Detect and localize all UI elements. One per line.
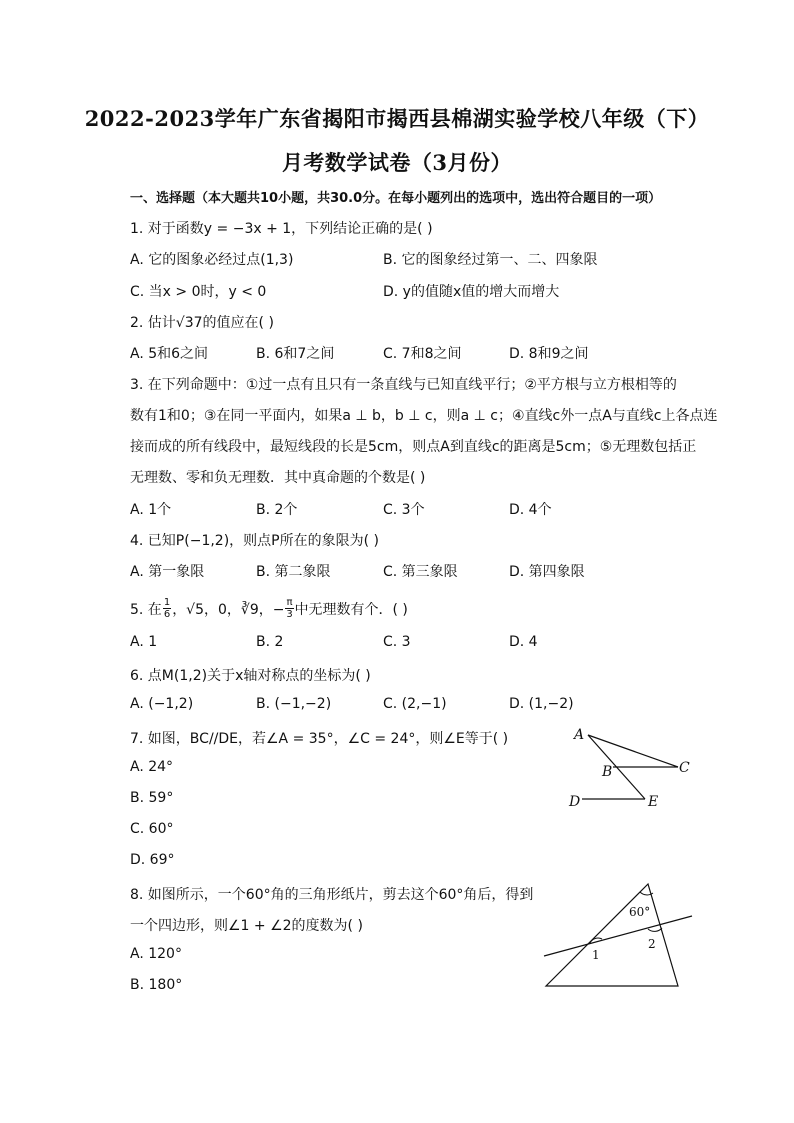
q6-option-c: C. (2,−1) bbox=[383, 696, 447, 712]
q7-stem: 7. 如图，BC//DE，若∠A = 35°，∠C = 24°，则∠E等于( ) bbox=[130, 731, 509, 747]
q2-option-a: A. 5和6之间 bbox=[130, 346, 209, 362]
q6-option-d: D. (1,−2) bbox=[509, 696, 574, 712]
q4-option-a: A. 第一象限 bbox=[130, 564, 205, 580]
q6-option-a: A. (−1,2) bbox=[130, 696, 194, 712]
q3-line3: 接而成的所有线段中，最短线段的长是5cm，则点A到直线c的距离是5cm；⑤无理数包括正 bbox=[130, 439, 697, 455]
q2-option-b: B. 6和7之间 bbox=[256, 346, 335, 362]
q1-stem: 1. 对于函数y = −3x + 1，下列结论正确的是( ) bbox=[130, 221, 433, 237]
q5-option-d: D. 4 bbox=[509, 634, 538, 650]
q4-option-d: D. 第四象限 bbox=[509, 564, 585, 580]
q3-line2: 数有1和0；③在同一平面内，如果a ⊥ b，b ⊥ c，则a ⊥ c；④直线c外一点A与直线c上各点连 bbox=[130, 408, 718, 424]
q5-frac2-den: 3 bbox=[286, 609, 293, 620]
q3-line4: 无理数、零和负无理数．其中真命题的个数是( ) bbox=[130, 470, 426, 486]
q5-option-a: A. 1 bbox=[130, 634, 158, 650]
q8-cut-line bbox=[544, 916, 692, 956]
q7-option-a: A. 24° bbox=[130, 759, 174, 775]
q5-stem-post: 中无理数有个．( ) bbox=[294, 601, 408, 618]
q4-option-b: B. 第二象限 bbox=[256, 564, 331, 580]
q8-label-2: 2 bbox=[648, 937, 656, 951]
q7-label-e: E bbox=[648, 794, 659, 810]
q1-option-b: B. 它的图象经过第一、二、四象限 bbox=[383, 252, 598, 268]
q2-option-d: D. 8和9之间 bbox=[509, 346, 589, 362]
q7-label-c: C bbox=[679, 760, 690, 776]
q6-option-b: B. (−1,−2) bbox=[256, 696, 332, 712]
q3-option-d: D. 4个 bbox=[509, 502, 552, 518]
q2-stem: 2. 估计√37的值应在( ) bbox=[130, 315, 274, 331]
q5-option-c: C. 3 bbox=[383, 634, 411, 650]
exam-title-line1: 2022-2023学年广东省揭阳市揭西县棉湖实验学校八年级（下） bbox=[84, 106, 710, 131]
q8-line1: 8. 如图所示，一个60°角的三角形纸片，剪去这个60°角后，得到 bbox=[130, 887, 534, 903]
q8-triangle-figure bbox=[540, 876, 700, 994]
q7-option-d: D. 69° bbox=[130, 852, 175, 868]
q3-option-c: C. 3个 bbox=[383, 502, 425, 518]
q8-triangle bbox=[546, 884, 678, 986]
q3-option-b: B. 2个 bbox=[256, 502, 298, 518]
q7-option-b: B. 59° bbox=[130, 790, 174, 806]
q8-label-60: 60° bbox=[629, 905, 651, 919]
section-heading: 一、选择题（本大题共10小题，共30.0分。在每小题列出的选项中，选出符合题目的一项） bbox=[130, 191, 662, 206]
q1-option-c: C. 当x > 0时，y < 0 bbox=[130, 284, 267, 300]
q7-label-a: A bbox=[574, 727, 585, 743]
q4-option-c: C. 第三象限 bbox=[383, 564, 458, 580]
q7-label-b: B bbox=[602, 764, 613, 780]
q5-fraction-1 bbox=[163, 597, 171, 620]
q7-label-d: D bbox=[569, 794, 581, 810]
q5-frac2-num: π bbox=[286, 597, 293, 608]
q1-option-a: A. 它的图象必经过点(1,3) bbox=[130, 252, 294, 268]
q8-line2: 一个四边形，则∠1 + ∠2的度数为( ) bbox=[130, 918, 363, 934]
q5-option-b: B. 2 bbox=[256, 634, 284, 650]
q5-frac1-den: 6 bbox=[163, 609, 171, 620]
q5-frac1-num: 1 bbox=[163, 597, 171, 608]
q1-option-d: D. y的值随x值的增大而增大 bbox=[383, 284, 560, 300]
q4-stem: 4. 已知P(−1,2)，则点P所在的象限为( ) bbox=[130, 533, 379, 549]
q5-fraction-2 bbox=[285, 597, 293, 620]
q5-stem bbox=[130, 597, 408, 620]
q8-label-1: 1 bbox=[592, 948, 600, 962]
q5-stem-pre: 5. 在 bbox=[130, 601, 162, 618]
q7-option-c: C. 60° bbox=[130, 821, 174, 837]
q3-line1: 3. 在下列命题中：①过一点有且只有一条直线与已知直线平行；②平方根与立方根相等的 bbox=[130, 377, 677, 393]
q8-angle-arc-2 bbox=[648, 928, 662, 931]
q2-option-c: C. 7和8之间 bbox=[383, 346, 462, 362]
q6-stem: 6. 点M(1,2)关于x轴对称点的坐标为( ) bbox=[130, 668, 371, 684]
q3-option-a: A. 1个 bbox=[130, 502, 172, 518]
q8-option-b: B. 180° bbox=[130, 977, 183, 993]
q7-figure bbox=[560, 722, 700, 817]
exam-title-line2: 月考数学试卷（3月份） bbox=[281, 150, 513, 175]
q5-stem-mid: ，√5，0，∛9，− bbox=[172, 601, 285, 618]
q8-option-a: A. 120° bbox=[130, 946, 182, 962]
